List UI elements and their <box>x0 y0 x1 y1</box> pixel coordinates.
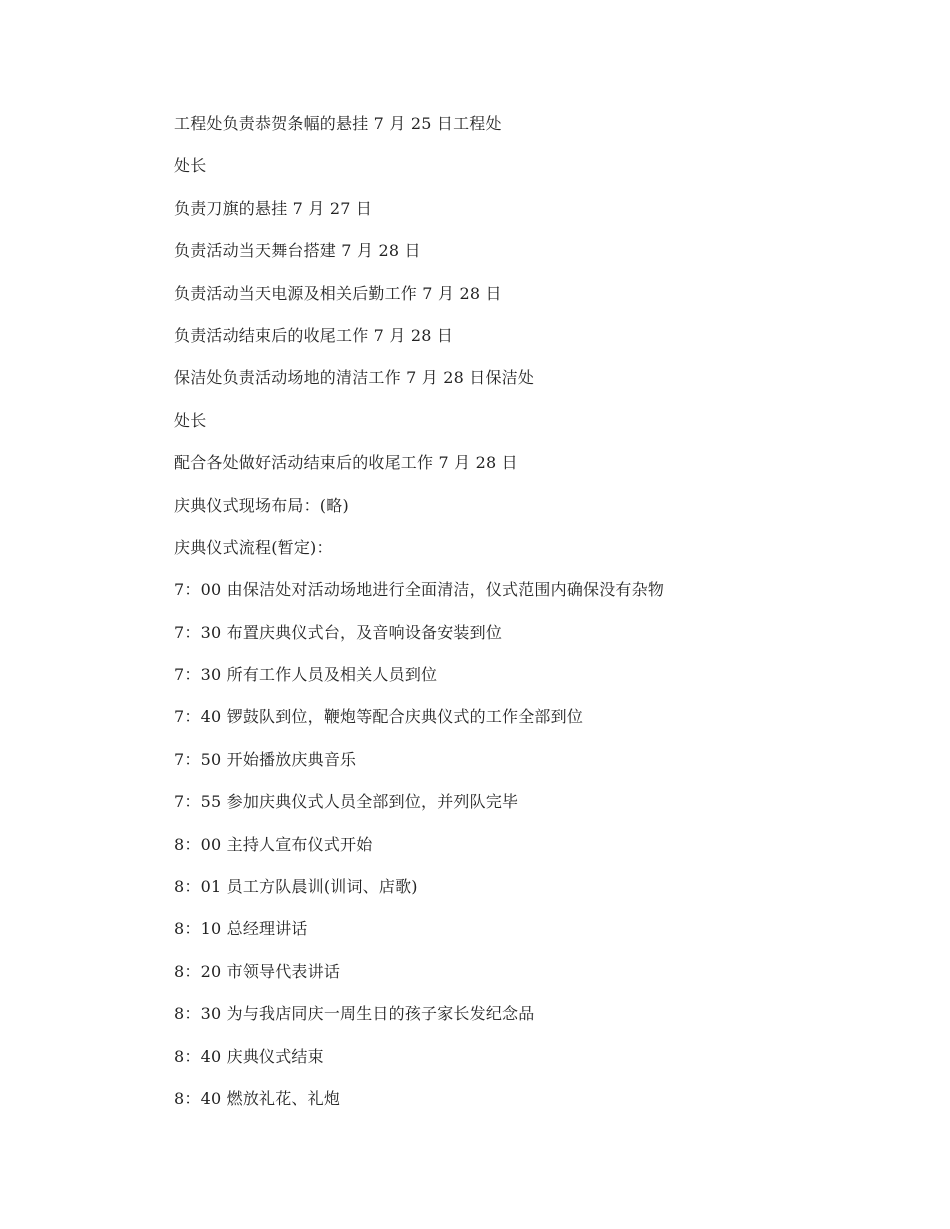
schedule-item: 8：40 燃放礼花、礼炮 <box>174 1088 341 1108</box>
text-line: 负责活动当天电源及相关后勤工作 7 月 28 日 <box>174 283 502 303</box>
text-line: 负责活动结束后的收尾工作 7 月 28 日 <box>174 325 454 345</box>
schedule-item: 7：30 布置庆典仪式台，及音响设备安装到位 <box>174 622 503 642</box>
schedule-item: 8：00 主持人宣布仪式开始 <box>174 834 373 854</box>
schedule-item: 7：40 锣鼓队到位，鞭炮等配合庆典仪式的工作全部到位 <box>174 707 584 727</box>
schedule-item: 8：30 为与我店同庆一周生日的孩子家长发纪念品 <box>174 1004 535 1024</box>
schedule-item: 7：50 开始播放庆典音乐 <box>174 749 357 769</box>
text-line: 处长 <box>174 410 207 430</box>
text-line: 庆典仪式现场布局：(略) <box>174 495 349 515</box>
text-line: 负责刀旗的悬挂 7 月 27 日 <box>174 198 373 218</box>
schedule-item: 8：10 总经理讲话 <box>174 919 308 939</box>
text-line: 配合各处做好活动结束后的收尾工作 7 月 28 日 <box>174 453 518 473</box>
text-line: 工程处负责恭贺条幅的悬挂 7 月 25 日工程处 <box>174 114 502 133</box>
schedule-item: 7：55 参加庆典仪式人员全部到位，并列队完毕 <box>174 792 519 812</box>
text-line: 负责活动当天舞台搭建 7 月 28 日 <box>174 241 421 261</box>
schedule-item: 7：00 由保洁处对活动场地进行全面清洁，仪式范围内确保没有杂物 <box>174 580 665 600</box>
text-line: 保洁处负责活动场地的清洁工作 7 月 28 日保洁处 <box>174 368 535 388</box>
schedule-item: 8：01 员工方队晨训(训词、店歌) <box>174 877 418 897</box>
document-body <box>174 112 874 1129</box>
schedule-item: 7：30 所有工作人员及相关人员到位 <box>174 665 438 685</box>
schedule-item: 8：20 市领导代表讲话 <box>174 961 341 981</box>
text-line: 庆典仪式流程(暂定)： <box>174 537 333 557</box>
schedule-item: 8：40 庆典仪式结束 <box>174 1046 324 1066</box>
text-line: 处长 <box>174 156 207 176</box>
